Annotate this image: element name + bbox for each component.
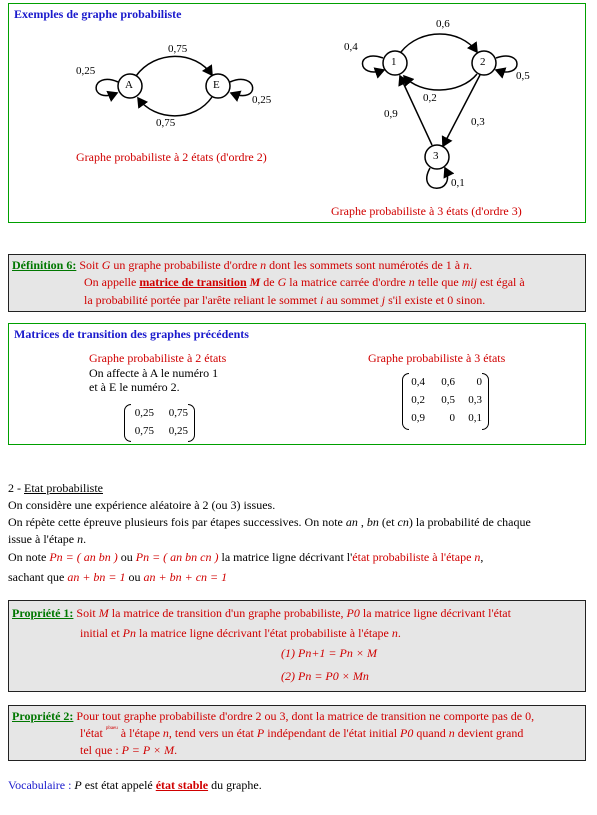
loop-1 [362, 56, 384, 72]
examples-title: Exemples de graphe probabiliste [14, 7, 182, 21]
property2-line-3: tel que : P = P × M. [80, 743, 178, 757]
graph2-caption: Graphe probabiliste à 2 états (d'ordre 2) [76, 150, 267, 164]
graph3-caption: Graphe probabiliste à 3 états (d'ordre 3) [331, 204, 522, 218]
property2-line-2: l'état $^{pbaeu}$ à l'étape n, tend vers un état P indépendant de l'état initial P0 quand n devient grand [80, 726, 524, 740]
matrices-title: Matrices de transition des graphes précédents [14, 327, 249, 341]
etat-line-5: sachant que an + bn = 1 ou an + bn + cn = 1 [8, 570, 228, 584]
label-loop-e: 0,25 [252, 94, 272, 106]
graph-two-states [96, 56, 253, 116]
label-2-to-3: 0,3 [471, 116, 485, 128]
matrices-left-title: Graphe probabiliste à 2 états [89, 351, 227, 365]
edge-e-to-a [138, 97, 212, 116]
node-3-label: 3 [433, 150, 439, 162]
property1-formula-1: (1) Pn+1 = Pn × M [281, 646, 377, 660]
property1-line-2: initial et Pn la matrice ligne décrivant l'état probabiliste à l'étape n. [80, 626, 401, 640]
matrix3-right-paren [482, 373, 489, 430]
edge-a-to-e [136, 56, 212, 76]
matrix-three-states: 0,4 0,6 0 0,2 0,5 0,3 0,9 0 0,1 [411, 376, 482, 424]
definition-line-1: Définition 6: Soit G un graphe probabiliste d'ordre n dont les sommets sont numérotés de 1 à n. [12, 258, 473, 272]
loop-a [96, 79, 118, 95]
matrix2-right-paren [188, 404, 195, 442]
label-loop-1: 0,4 [344, 41, 358, 53]
property1-line-1: Propriété 1: Soit M la matrice de transition d'un graphe probabiliste, P0 la matrice ligne décrivant l'état [12, 606, 511, 620]
etat-line-4: On note Pn = ( an bn ) ou Pn = ( an bn cn ) la matrice ligne décrivant l'état probabiliste à l'étape n, [8, 550, 484, 564]
edge-2-to-1 [404, 74, 477, 90]
node-e-label: E [213, 79, 220, 91]
label-loop-2: 0,5 [516, 70, 530, 82]
matrices-right-title: Graphe probabiliste à 3 états [368, 351, 506, 365]
etat-line-3: issue à l'étape n. [8, 532, 87, 546]
label-a-to-e: 0,75 [168, 43, 188, 55]
etat-line-2: On répète cette épreuve plusieurs fois par étapes successives. On note an , bn (et cn) la probabilité de chaque [8, 515, 531, 529]
definition-line-2: On appelle matrice de transition M de G la matrice carrée d'ordre n telle que mij est égal à [84, 275, 525, 289]
label-e-to-a: 0,75 [156, 117, 176, 129]
property2-line-1: Propriété 2: Pour tout graphe probabiliste d'ordre 2 ou 3, dont la matrice de transition ne comporte pas de 0, [12, 709, 535, 723]
label-loop-3: 0,1 [451, 177, 465, 189]
label-2-to-1: 0,2 [423, 92, 437, 104]
loop-e [230, 79, 253, 95]
property1-formula-2: (2) Pn = P0 × Mn [281, 669, 369, 683]
etat-heading: 2 - Etat probabiliste [8, 481, 103, 495]
etat-line-1: On considère une expérience aléatoire à 2 (ou 3) issues. [8, 498, 276, 512]
node-1-label: 1 [391, 56, 397, 68]
loop-3 [427, 168, 448, 188]
matrices-left-line-2: et à E le numéro 2. [89, 380, 180, 394]
vocabulary-line: Vocabulaire : P est état appelé état stable du graphe. [8, 778, 262, 792]
node-2-label: 2 [480, 56, 486, 68]
loop-2 [496, 56, 517, 72]
label-1-to-2: 0,6 [436, 18, 450, 30]
graph-diagrams [0, 0, 597, 230]
matrix-two-states: 0,25 0,75 0,75 0,25 [134, 407, 188, 437]
label-loop-a: 0,25 [76, 65, 96, 77]
node-a-label: A [125, 79, 133, 91]
label-3-to-1: 0,9 [384, 108, 398, 120]
matrices-left-line-1: On affecte à A le numéro 1 [89, 366, 219, 380]
edge-3-to-1 [400, 76, 432, 145]
definition-line-3: la probabilité portée par l'arête reliant le sommet i au sommet j s'il existe et 0 sinon. [84, 293, 486, 307]
edge-1-to-2 [401, 34, 477, 52]
